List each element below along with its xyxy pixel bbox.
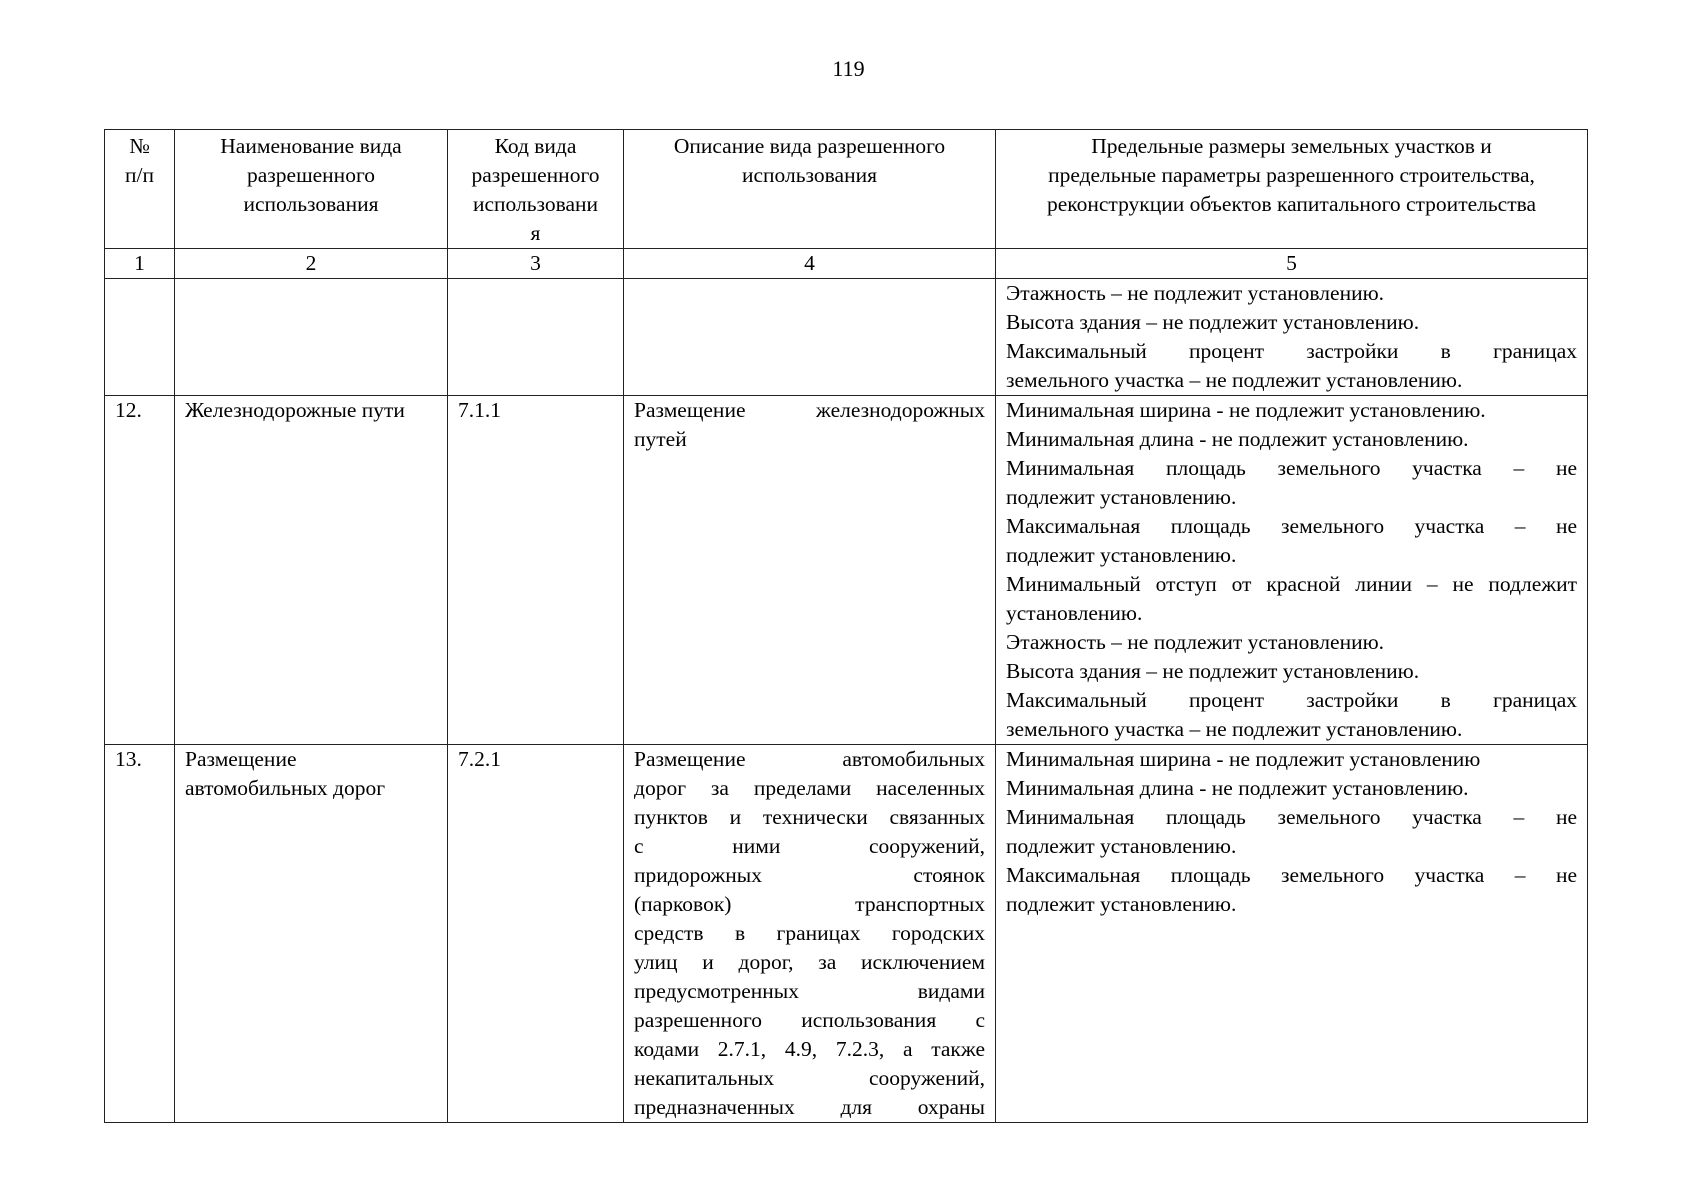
text-line: Минимальная площадь земельного участка – не xyxy=(1006,805,1577,829)
text-line: Минимальная площадь земельного участка – не xyxy=(1006,456,1577,480)
text-line: Максимальная площадь земельного участка – не xyxy=(1006,863,1577,887)
text-line: подлежит установлению. xyxy=(1006,543,1237,567)
text-line: земельного участка – не подлежит установлению. xyxy=(1006,717,1463,741)
text-line: с ними сооружений, xyxy=(634,834,985,858)
page-number: 119 xyxy=(832,56,865,81)
text-line: пунктов и технически связанных xyxy=(634,805,985,829)
text-line: придорожных стоянок xyxy=(634,863,985,887)
text-line: Минимальный отступ от красной линии – не подлежит xyxy=(1006,572,1577,596)
use-code-cell: 7.2.1 xyxy=(448,745,624,1123)
text-line: Высота здания – не подлежит установлению. xyxy=(1006,310,1420,334)
text-line: средств в границах городских xyxy=(634,921,985,945)
header-use-code: Код вида разрешенного использовани я xyxy=(448,130,624,249)
table-row-13 xyxy=(105,745,1588,1123)
limits-cell xyxy=(996,396,1588,745)
limits-cell xyxy=(996,279,1588,396)
use-code-cell xyxy=(448,279,624,396)
text-line: Минимальная ширина - не подлежит установлению xyxy=(1006,747,1481,771)
text-line: Размещение железнодорожных xyxy=(634,398,985,422)
text-line: Минимальная длина - не подлежит установлению. xyxy=(1006,776,1469,800)
use-name-cell: Размещение автомобильных дорог xyxy=(175,745,448,1123)
use-code-cell: 7.1.1 xyxy=(448,396,624,745)
text-line: дорог за пределами населенных xyxy=(634,776,985,800)
use-name-cell xyxy=(175,279,448,396)
header-use-name: Наименование вида разрешенного использования xyxy=(175,130,448,249)
text-line: Минимальная длина - не подлежит установлению. xyxy=(1006,427,1469,451)
text-line: подлежит установлению. xyxy=(1006,892,1237,916)
text-line: предназначенных для охраны xyxy=(634,1095,985,1119)
column-number: 1 xyxy=(105,249,175,279)
text-line: Этажность – не подлежит установлению. xyxy=(1006,630,1385,654)
row-number-cell xyxy=(105,279,175,396)
use-description-cell xyxy=(624,745,996,1123)
text-line: кодами 2.7.1, 4.9, 7.2.3, а также xyxy=(634,1037,985,1061)
land-use-table xyxy=(104,129,1588,1123)
row-number-cell: 12. xyxy=(105,396,175,745)
text-line: Максимальный процент застройки в границах xyxy=(1006,688,1577,712)
text-line: Этажность – не подлежит установлению. xyxy=(1006,281,1385,305)
header-use-description: Описание вида разрешенного использования xyxy=(624,130,996,249)
column-numbers-row xyxy=(105,249,1588,279)
text-line: установлению. xyxy=(1006,601,1143,625)
text-line: Высота здания – не подлежит установлению. xyxy=(1006,659,1420,683)
header-limits: Предельные размеры земельных участков и предельные параметры разрешенного строительства, реконструкции объектов капитального строительства xyxy=(996,130,1588,249)
table-header-row xyxy=(105,130,1588,249)
row-number-cell: 13. xyxy=(105,745,175,1123)
text-line: Минимальная ширина - не подлежит установлению. xyxy=(1006,398,1486,422)
use-description-cell xyxy=(624,279,996,396)
column-number: 4 xyxy=(624,249,996,279)
text-line: подлежит установлению. xyxy=(1006,485,1237,509)
use-name-cell: Железнодорожные пути xyxy=(175,396,448,745)
text-line: подлежит установлению. xyxy=(1006,834,1237,858)
text-line: (парковок) транспортных xyxy=(634,892,985,916)
text-line: предусмотренных видами xyxy=(634,979,985,1003)
text-line: улиц и дорог, за исключением xyxy=(634,950,985,974)
use-description-cell xyxy=(624,396,996,745)
text-line: Размещение автомобильных xyxy=(634,747,985,771)
text-line: разрешенного использования с xyxy=(634,1008,985,1032)
column-number: 5 xyxy=(996,249,1588,279)
column-number: 2 xyxy=(175,249,448,279)
text-line: земельного участка – не подлежит установлению. xyxy=(1006,368,1463,392)
text-line: путей xyxy=(634,427,687,451)
header-number: № п/п xyxy=(105,130,175,249)
limits-cell xyxy=(996,745,1588,1123)
column-number: 3 xyxy=(448,249,624,279)
table-row-12 xyxy=(105,396,1588,745)
table-row-continued xyxy=(105,279,1588,396)
text-line: Максимальная площадь земельного участка – не xyxy=(1006,514,1577,538)
text-line: некапитальных сооружений, xyxy=(634,1066,985,1090)
text-line: Максимальный процент застройки в границах xyxy=(1006,339,1577,363)
